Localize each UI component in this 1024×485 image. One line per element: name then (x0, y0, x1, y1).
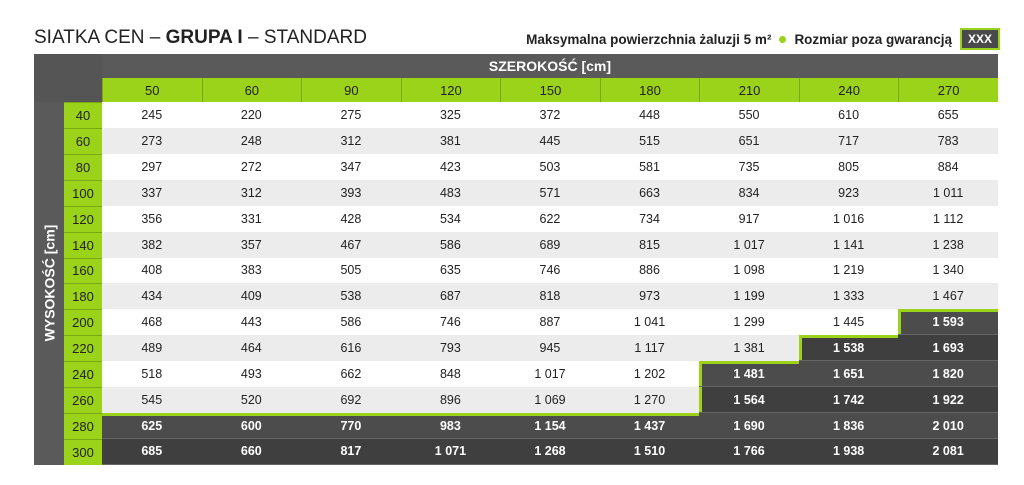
price-cell: 1 141 (799, 232, 899, 258)
price-cell: 1 381 (699, 335, 799, 361)
width-cell: 240 (799, 78, 899, 102)
price-cell: 1 836 (799, 413, 899, 439)
height-cell: 300 (64, 439, 102, 465)
price-cell: 1 690 (699, 413, 799, 439)
price-cell: 1 564 (699, 387, 799, 413)
price-cell: 381 (401, 128, 501, 154)
price-cell: 1 117 (600, 335, 700, 361)
price-cell: 503 (500, 154, 600, 180)
price-cell: 662 (301, 361, 401, 387)
price-cell: 1 199 (699, 283, 799, 309)
width-cell: 150 (500, 78, 600, 102)
price-cell: 945 (500, 335, 600, 361)
price-cell: 220 (202, 102, 302, 128)
height-cell: 220 (64, 335, 102, 361)
price-cell: 464 (202, 335, 302, 361)
price-cell: 1 510 (600, 439, 700, 465)
price-cell: 534 (401, 206, 501, 232)
price-cell: 610 (799, 102, 899, 128)
price-cell: 805 (799, 154, 899, 180)
price-cell: 357 (202, 232, 302, 258)
price-cell: 622 (500, 206, 600, 232)
price-cell: 1 766 (699, 439, 799, 465)
price-cell: 382 (102, 232, 202, 258)
price-cell: 347 (301, 154, 401, 180)
price-cell: 393 (301, 180, 401, 206)
height-cell: 240 (64, 361, 102, 387)
price-cell: 248 (202, 128, 302, 154)
price-cell: 489 (102, 335, 202, 361)
price-cell: 687 (401, 283, 501, 309)
price-cell: 923 (799, 180, 899, 206)
width-cell: 210 (699, 78, 799, 102)
price-cell: 2 081 (898, 439, 998, 465)
price-cell: 1 011 (898, 180, 998, 206)
price-cell: 428 (301, 206, 401, 232)
price-cell: 663 (600, 180, 700, 206)
price-cell: 1 098 (699, 258, 799, 284)
price-cell: 434 (102, 283, 202, 309)
price-cell: 1 219 (799, 258, 899, 284)
price-cell: 1 238 (898, 232, 998, 258)
height-header (34, 102, 64, 465)
height-cell: 80 (64, 154, 102, 180)
price-cell: 685 (102, 439, 202, 465)
price-cell: 1 538 (799, 335, 899, 361)
price-cell: 625 (102, 413, 202, 439)
price-cell: 884 (898, 154, 998, 180)
price-cell: 1 467 (898, 283, 998, 309)
price-cell: 581 (600, 154, 700, 180)
price-cell: 273 (102, 128, 202, 154)
height-cell: 40 (64, 102, 102, 128)
price-cell: 635 (401, 258, 501, 284)
price-cell: 505 (301, 258, 401, 284)
price-cell: 518 (102, 361, 202, 387)
height-cell: 280 (64, 413, 102, 439)
price-cell: 651 (699, 128, 799, 154)
price-cell: 383 (202, 258, 302, 284)
price-cell: 848 (401, 361, 501, 387)
title-suffix: – STANDARD (247, 27, 367, 48)
price-cell: 655 (898, 102, 998, 128)
price-cell: 1 938 (799, 439, 899, 465)
price-cell: 818 (500, 283, 600, 309)
legend (526, 28, 1000, 50)
price-cell: 1 268 (500, 439, 600, 465)
price-cell: 2 010 (898, 413, 998, 439)
height-cell: 200 (64, 309, 102, 335)
price-cell: 1 922 (898, 387, 998, 413)
height-header-label: WYSOKOŚĆ [cm] (41, 225, 57, 342)
price-cell: 886 (600, 258, 700, 284)
price-cell: 337 (102, 180, 202, 206)
price-cell: 600 (202, 413, 302, 439)
price-cell: 887 (500, 309, 600, 335)
price-cell: 586 (301, 309, 401, 335)
price-cell: 1 693 (898, 335, 998, 361)
price-cell: 409 (202, 283, 302, 309)
price-cell: 275 (301, 102, 401, 128)
price-cell: 896 (401, 387, 501, 413)
price-cell: 1 270 (600, 387, 700, 413)
price-cell: 1 299 (699, 309, 799, 335)
price-cell: 660 (202, 439, 302, 465)
legend-dot-icon (779, 36, 786, 43)
price-cell: 520 (202, 387, 302, 413)
price-cell: 483 (401, 180, 501, 206)
table-corner (34, 54, 102, 102)
price-cell: 312 (202, 180, 302, 206)
price-cell: 616 (301, 335, 401, 361)
height-cell: 60 (64, 128, 102, 154)
price-cell: 1 340 (898, 258, 998, 284)
price-cell: 1 112 (898, 206, 998, 232)
price-cell: 467 (301, 232, 401, 258)
price-grid (34, 54, 998, 465)
price-cell: 1 820 (898, 361, 998, 387)
legend-marker: XXX (960, 28, 1000, 50)
price-cell: 793 (401, 335, 501, 361)
price-cell: 1 016 (799, 206, 899, 232)
price-cell: 1 333 (799, 283, 899, 309)
price-cell: 746 (401, 309, 501, 335)
width-cell: 60 (202, 78, 302, 102)
price-cell: 815 (600, 232, 700, 258)
price-cell: 372 (500, 102, 600, 128)
price-cell: 1 481 (699, 361, 799, 387)
height-cell: 140 (64, 232, 102, 258)
price-cell: 734 (600, 206, 700, 232)
price-cell: 468 (102, 309, 202, 335)
width-cell: 90 (301, 78, 401, 102)
title-prefix: SIATKA CEN – (34, 27, 161, 48)
price-cell: 545 (102, 387, 202, 413)
price-cell: 689 (500, 232, 600, 258)
height-cell: 260 (64, 387, 102, 413)
price-cell: 1 742 (799, 387, 899, 413)
height-cell: 160 (64, 258, 102, 284)
price-cell: 515 (600, 128, 700, 154)
page-title (34, 27, 367, 49)
width-header: SZEROKOŚĆ [cm] (102, 54, 998, 78)
price-cell: 1 071 (401, 439, 501, 465)
price-cell: 717 (799, 128, 899, 154)
price-cell: 356 (102, 206, 202, 232)
price-cell: 550 (699, 102, 799, 128)
price-cell: 1 017 (699, 232, 799, 258)
price-cell: 297 (102, 154, 202, 180)
width-cell: 270 (898, 78, 998, 102)
price-cell: 692 (301, 387, 401, 413)
price-cell: 443 (202, 309, 302, 335)
price-cell: 408 (102, 258, 202, 284)
price-cell: 817 (301, 439, 401, 465)
price-cell: 735 (699, 154, 799, 180)
price-cell: 1 651 (799, 361, 899, 387)
price-cell: 571 (500, 180, 600, 206)
price-cell: 1 445 (799, 309, 899, 335)
price-cell: 983 (401, 413, 501, 439)
height-cell: 120 (64, 206, 102, 232)
price-cell: 783 (898, 128, 998, 154)
price-cell: 770 (301, 413, 401, 439)
price-cell: 1 041 (600, 309, 700, 335)
price-cell: 1 593 (898, 309, 998, 335)
width-cell: 180 (600, 78, 700, 102)
price-cell: 325 (401, 102, 501, 128)
price-cell: 331 (202, 206, 302, 232)
width-cell: 120 (401, 78, 501, 102)
price-cell: 834 (699, 180, 799, 206)
price-cell: 586 (401, 232, 501, 258)
price-cell: 1 017 (500, 361, 600, 387)
price-cell: 423 (401, 154, 501, 180)
price-cell: 445 (500, 128, 600, 154)
price-cell: 312 (301, 128, 401, 154)
height-cell: 180 (64, 283, 102, 309)
price-cell: 272 (202, 154, 302, 180)
price-cell: 1 437 (600, 413, 700, 439)
price-cell: 245 (102, 102, 202, 128)
price-cell: 493 (202, 361, 302, 387)
price-cell: 1 069 (500, 387, 600, 413)
price-cell: 1 154 (500, 413, 600, 439)
height-cell: 100 (64, 180, 102, 206)
width-cell: 50 (102, 78, 202, 102)
price-cell: 1 202 (600, 361, 700, 387)
price-cell: 746 (500, 258, 600, 284)
title-group: GRUPA I (165, 27, 243, 48)
price-cell: 448 (600, 102, 700, 128)
price-cell: 538 (301, 283, 401, 309)
price-cell: 973 (600, 283, 700, 309)
legend-out-of-warranty: Rozmiar poza gwarancją (794, 31, 952, 47)
price-cell: 917 (699, 206, 799, 232)
legend-max-area: Maksymalna powierzchnia żaluzji 5 m² (526, 31, 772, 47)
